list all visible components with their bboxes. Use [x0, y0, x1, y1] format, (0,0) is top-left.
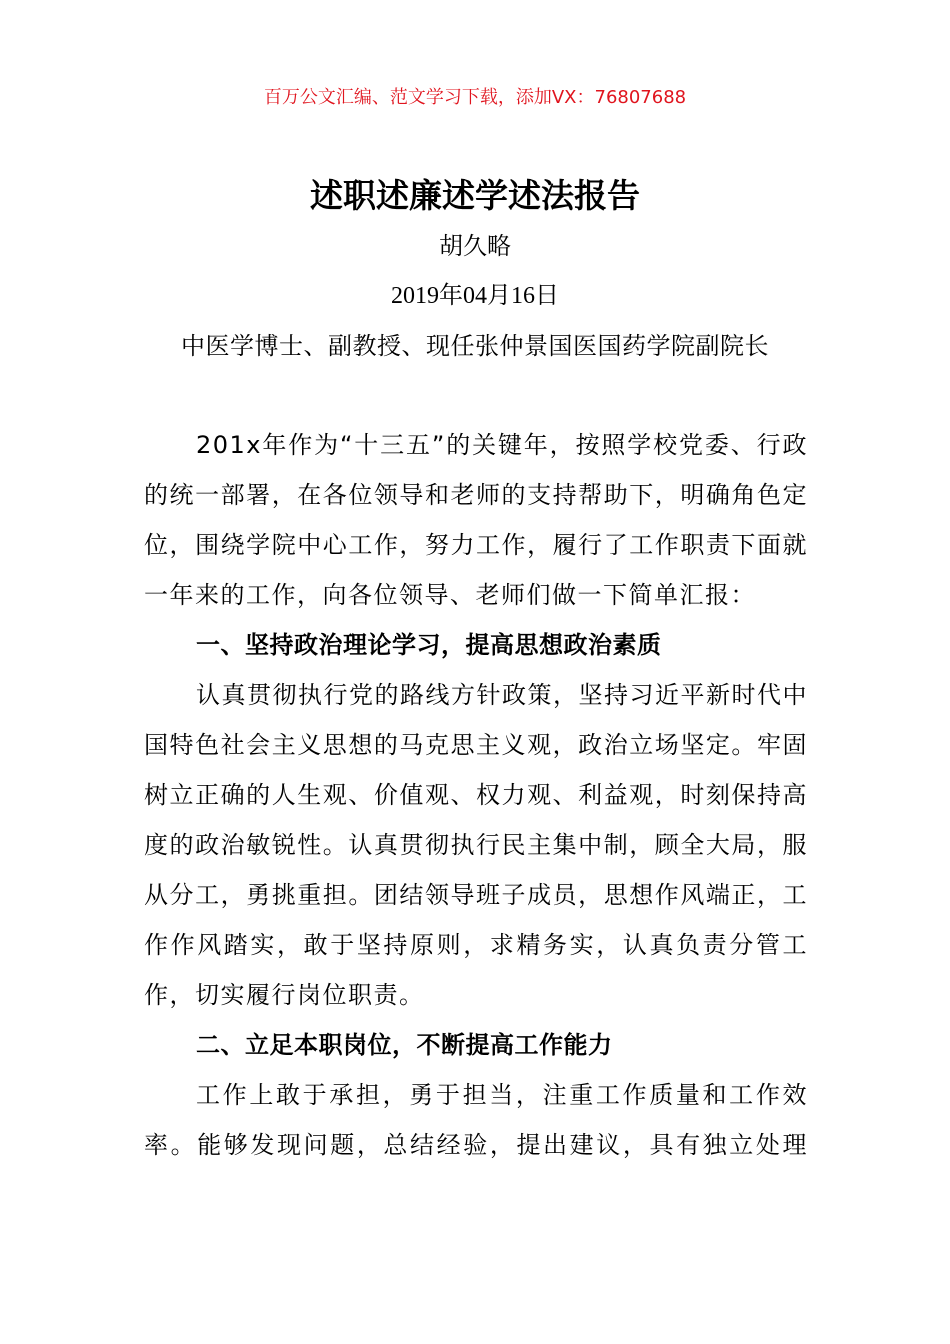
intro-paragraph: 201x年作为“十三五”的关键年，按照学校党委、行政的统一部署，在各位领导和老师的支持帮助下，明确角色定位，围绕学院中心工作，努力工作，履行了工作职责下面就一年来的工作，向各位领导、老师们做一下简单汇报：: [144, 431, 808, 609]
document-author: 胡久略: [439, 232, 511, 260]
author-position: 中医学博士、副教授、现任张仲景国医国药学院副院长: [181, 332, 769, 360]
section-1-paragraph: 认真贯彻执行党的路线方针政策，坚持习近平新时代中国特色社会主义思想的马克思主义观，政治立场坚定。牢固树立正确的人生观、价值观、权力观、利益观，时刻保持高度的政治敏锐性。认真贯彻执行民主集中制，顾全大局，服从分工，勇挑重担。团结领导班子成员，思想作风端正，工作作风踏实，敢于坚持原则，求精务实，认真负责分管工作，切实履行岗位职责。: [144, 681, 808, 1009]
section-heading-2: 二、立足本职岗位，不断提高工作能力: [196, 1031, 613, 1059]
document-title: 述职述廉述学述法报告: [310, 176, 640, 215]
document-date: 2019年04月16日: [391, 283, 559, 309]
document-body: [144, 420, 808, 1170]
watermark-banner: 百万公文汇编、范文学习下载，添加VX：76807688: [263, 87, 687, 108]
section-2-paragraph: 工作上敢于承担，勇于担当，注重工作质量和工作效率。能够发现问题，总结经验，提出建议，具有独立处理: [144, 1081, 808, 1159]
section-heading-1: 一、坚持政治理论学习，提高思想政治素质: [196, 631, 662, 659]
